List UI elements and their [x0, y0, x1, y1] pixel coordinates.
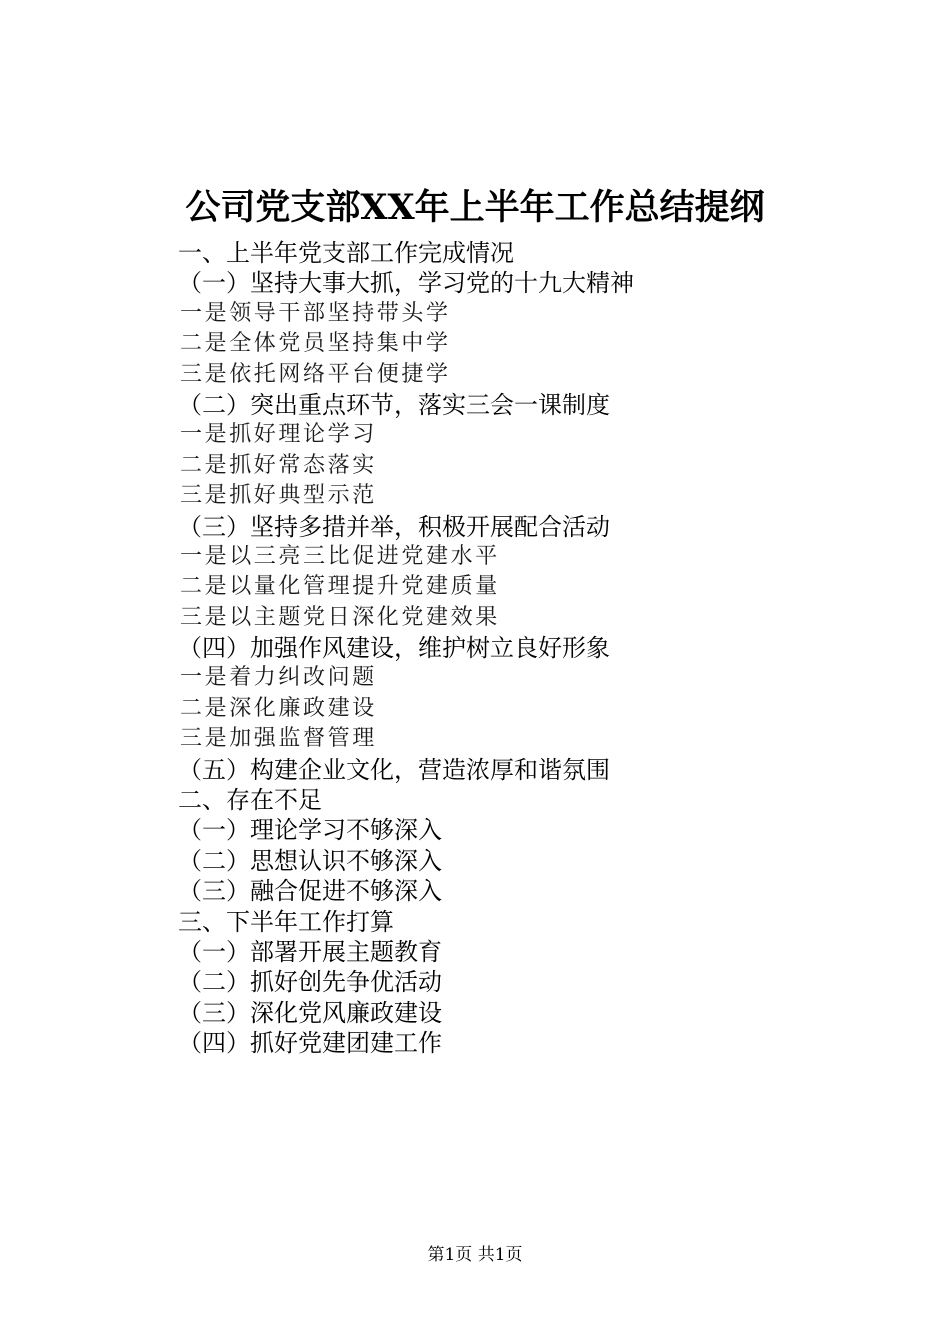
subsection-heading: （一）理论学习不够深入	[178, 816, 442, 845]
outline-list	[178, 238, 878, 1059]
outline-item: 一是领导干部坚持带头学	[180, 300, 451, 326]
section-heading: 二、存在不足	[178, 786, 322, 815]
subsection-heading: （一）部署开展主题教育	[178, 937, 442, 966]
subsection-heading: （三）坚持多措并举，积极开展配合活动	[178, 512, 610, 541]
subsection-heading: （三）深化党风廉政建设	[178, 998, 442, 1027]
section-heading: 三、下半年工作打算	[178, 907, 394, 936]
subsection-heading: （二）抓好创先争优活动	[178, 968, 442, 997]
subsection-heading: （二）思想认识不够深入	[178, 846, 442, 875]
outline-item: 二是抓好常态落实	[180, 452, 377, 478]
section-heading: 一、上半年党支部工作完成情况	[178, 239, 514, 267]
outline-item: 三是以主题党日深化党建效果	[180, 604, 500, 630]
subsection-heading: （四）加强作风建设，维护树立良好形象	[178, 634, 610, 663]
outline-item: 三是加强监督管理	[180, 726, 377, 752]
document-title: 公司党支部XX年上半年工作总结提纲	[185, 187, 765, 228]
subsection-heading: （三）融合促进不够深入	[178, 877, 442, 906]
outline-item: 一是着力纠改问题	[180, 665, 377, 691]
outline-item: 一是抓好理论学习	[180, 422, 377, 448]
outline-item: 二是以量化管理提升党建质量	[180, 574, 500, 600]
outline-item: 三是依托网络平台便捷学	[180, 361, 451, 387]
outline-item: 二是全体党员坚持集中学	[180, 331, 451, 357]
outline-item: 二是深化廉政建设	[180, 695, 377, 721]
subsection-heading: （四）抓好党建团建工作	[178, 1029, 442, 1058]
subsection-heading: （二）突出重点环节，落实三会一课制度	[178, 390, 610, 419]
subsection-heading: （一）坚持大事大抓，学习党的十九大精神	[178, 269, 634, 298]
outline-item: 三是抓好典型示范	[180, 483, 377, 509]
page-footer: 第1页 共1页	[427, 1245, 523, 1265]
outline-item: 一是以三亮三比促进党建水平	[180, 543, 500, 569]
subsection-heading: （五）构建企业文化，营造浓厚和谐氛围	[178, 755, 610, 784]
